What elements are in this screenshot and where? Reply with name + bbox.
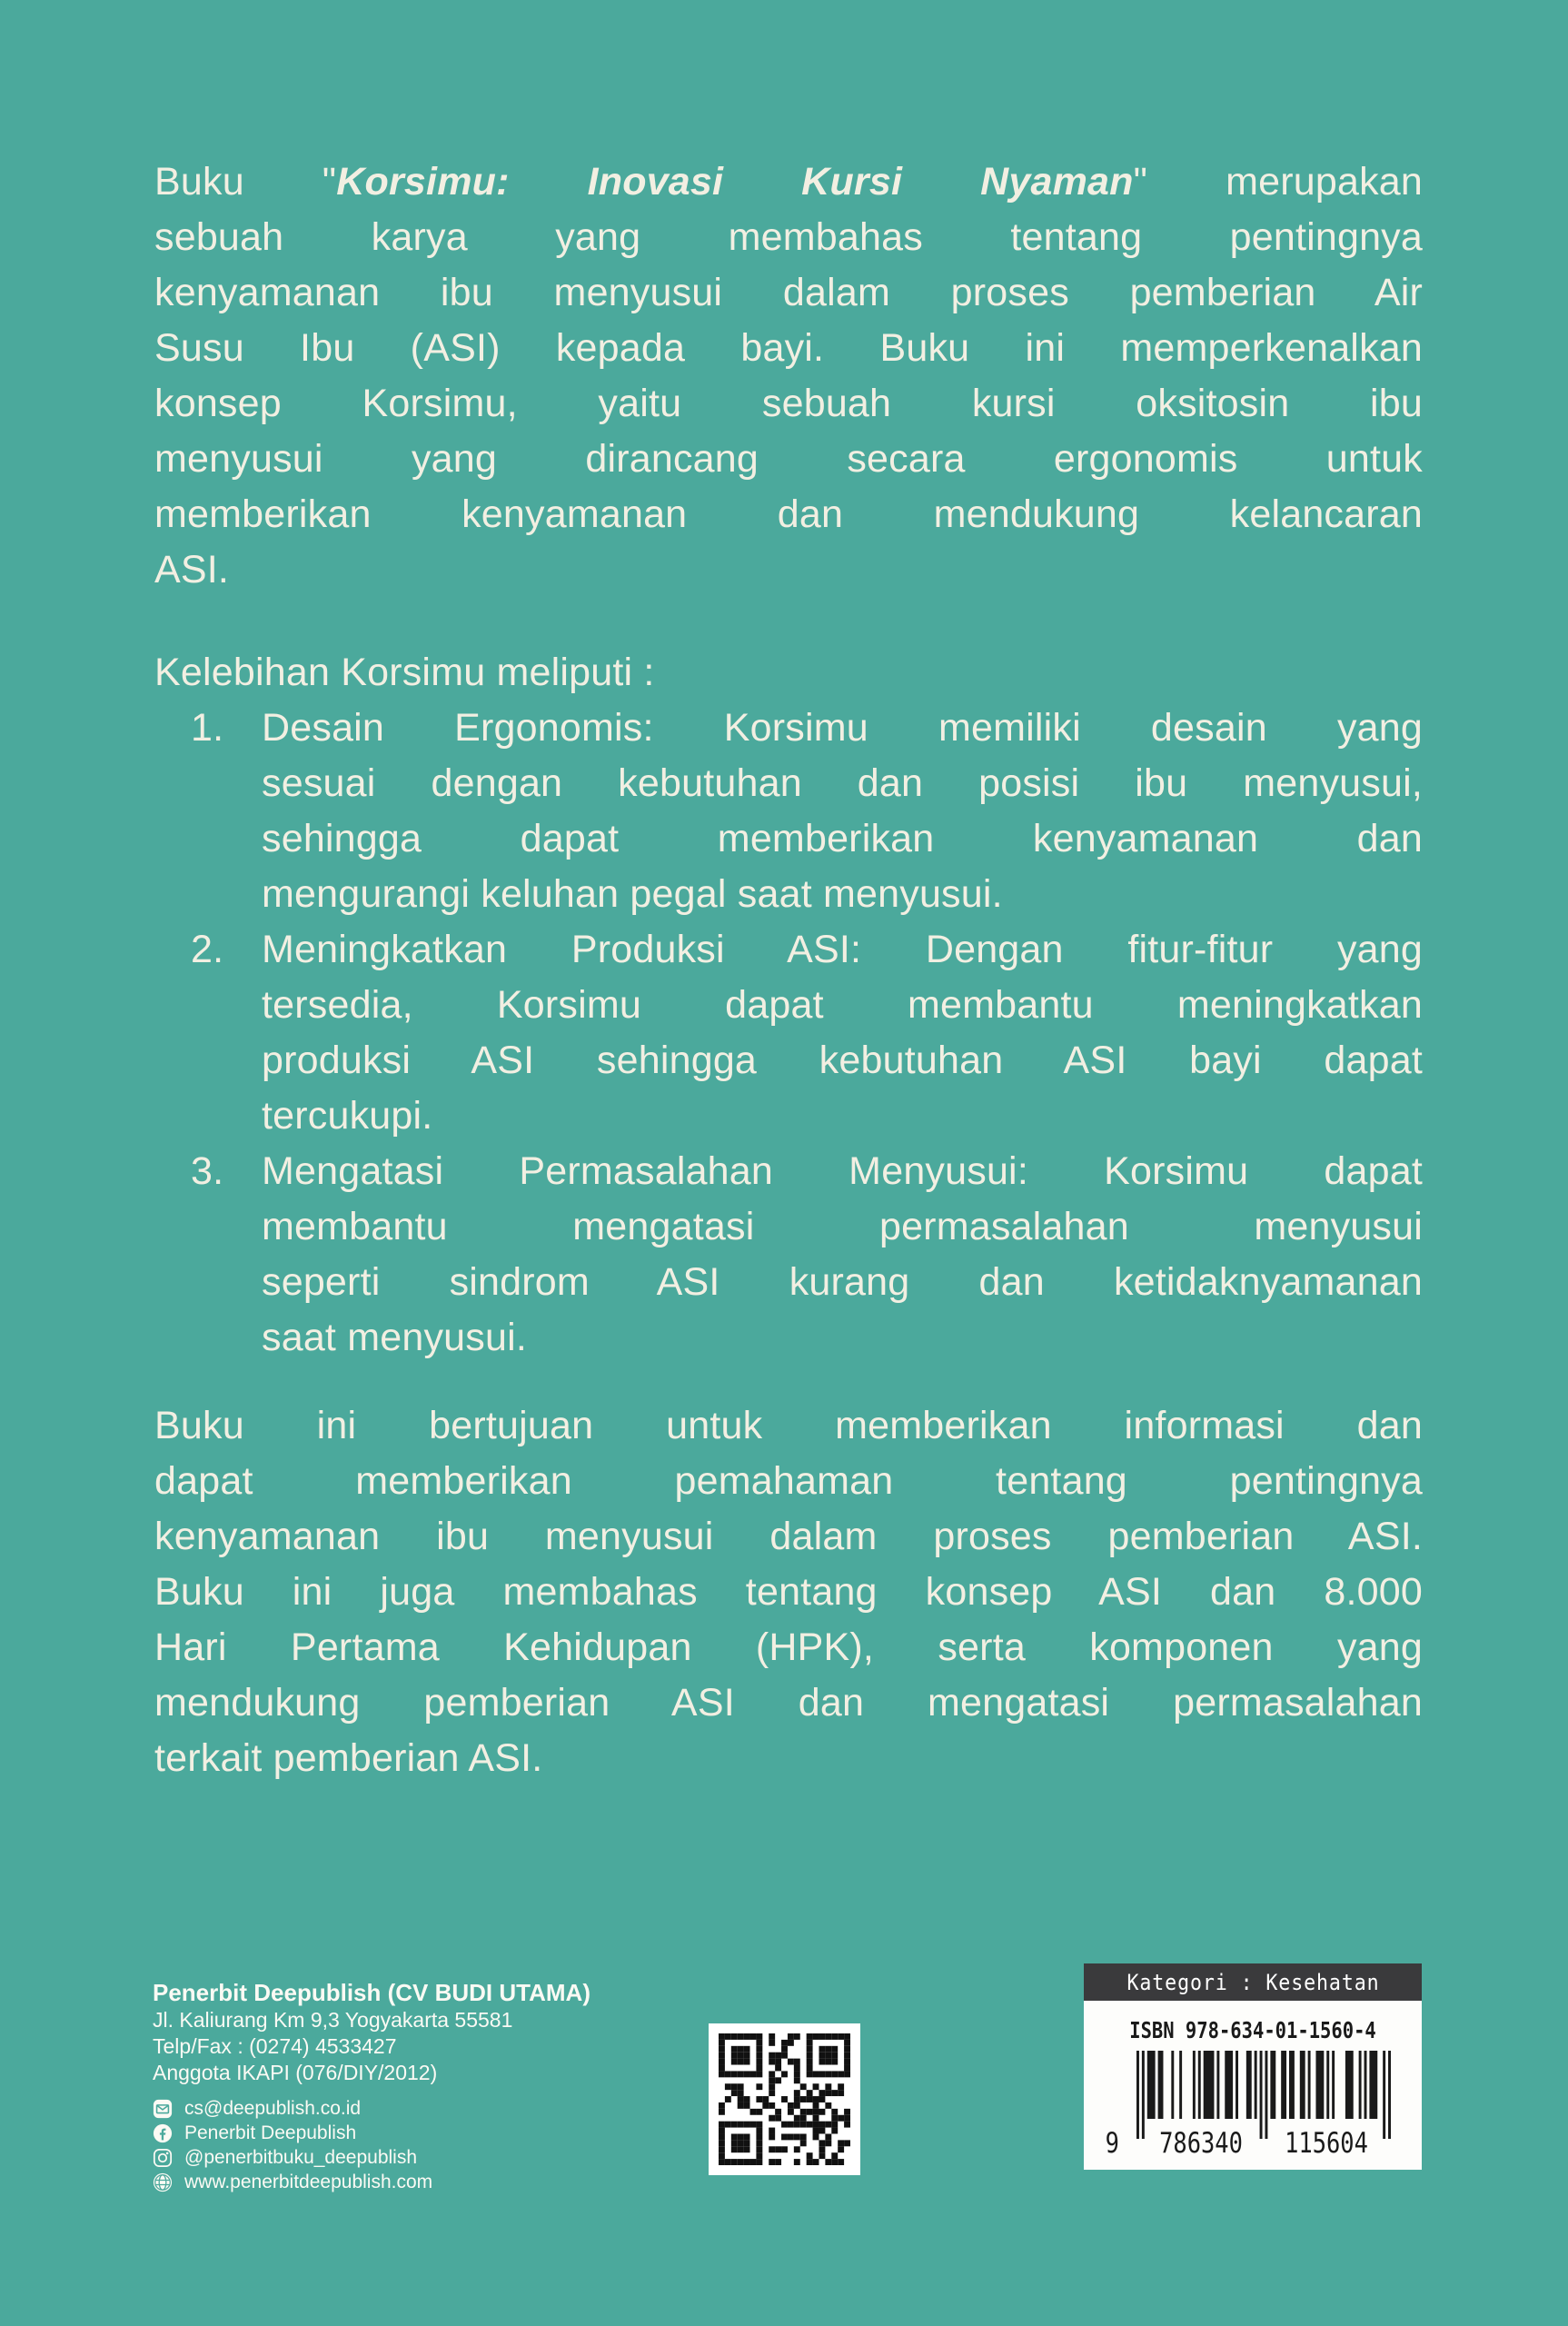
publisher-contacts <box>153 2096 590 2194</box>
text-line: memberikan kenyamanan dan mendukung kelancaran <box>154 492 1423 536</box>
barcode-bars <box>1136 2051 1391 2139</box>
list-item <box>154 701 1423 922</box>
contact-label: cs@deepublish.co.id <box>184 2097 362 2119</box>
text-line: produksi ASI sehingga kebutuhan ASI bayi dapat <box>262 1039 1423 1082</box>
text-line: Desain Ergonomis: Korsimu memiliki desain yang <box>262 706 1423 750</box>
isbn-number-label: ISBN 978-634-01-1560-4 <box>1129 2017 1376 2043</box>
publisher-phone: Telp/Fax : (0274) 4533427 <box>153 2034 397 2058</box>
book-title-inline: Korsimu: Inovasi Kursi Nyaman <box>336 160 1134 204</box>
ean13-barcode <box>1105 2051 1391 2162</box>
facebook-icon <box>153 2123 173 2143</box>
list-item-number: 2. <box>191 928 224 971</box>
text-line: mengurangi keluhan pegal saat menyusui. <box>262 872 1003 916</box>
text-line: terkait pemberian ASI. <box>154 1736 543 1780</box>
qr-code <box>709 2023 860 2175</box>
text-line: tersedia, Korsimu dapat membantu meningkatkan <box>262 983 1423 1027</box>
contact-label: @penerbitbuku_deepublish <box>184 2146 418 2168</box>
isbn-panel <box>1084 1963 1422 2170</box>
text-line: Meningkatkan Produksi ASI: Dengan fitur-fitur yang <box>262 928 1423 971</box>
publisher-block <box>153 1979 590 2194</box>
synopsis-section <box>154 154 1423 1786</box>
intro-prefix: Buku " <box>154 160 337 204</box>
text-line: kenyamanan ibu menyusui dalam proses pemberian Air <box>154 271 1423 314</box>
text-line: sebuah karya yang membahas tentang pentingnya <box>154 215 1423 259</box>
text-line: sesuai dengan kebutuhan dan posisi ibu menyusui, <box>262 761 1423 805</box>
list-item <box>154 1144 1423 1366</box>
text-line: kenyamanan ibu menyusui dalam proses pemberian ASI. <box>154 1515 1423 1558</box>
category-bar <box>1084 1963 1422 2001</box>
intro-paragraph <box>154 154 1423 598</box>
text-line: ASI. <box>154 548 230 591</box>
text-line: tercukupi. <box>262 1094 433 1138</box>
barcode-digit-group: 9 <box>1105 2127 1119 2160</box>
text-line: Mengatasi Permasalahan Menyusui: Korsimu dapat <box>262 1149 1423 1193</box>
text-line: saat menyusui. <box>262 1316 528 1359</box>
text-line: menyusui yang dirancang secara ergonomis untuk <box>154 437 1423 481</box>
publisher-address: Jl. Kaliurang Km 9,3 Yogyakarta 55581 <box>153 2008 513 2032</box>
text-line: Buku ini bertujuan untuk memberikan informasi dan <box>154 1404 1423 1447</box>
instagram-icon <box>153 2148 173 2168</box>
contact-row <box>153 2170 590 2194</box>
globe-icon <box>153 2172 173 2192</box>
contact-row <box>153 2145 590 2170</box>
list-item-number: 3. <box>191 1149 224 1193</box>
intro-suffix: " merupakan <box>1133 160 1423 204</box>
contact-row <box>153 2121 590 2145</box>
category-label: Kategori : Kesehatan <box>1126 1969 1380 1995</box>
text-line: dapat memberikan pemahaman tentang pentingnya <box>154 1459 1423 1503</box>
email-icon <box>153 2099 173 2119</box>
list-item <box>154 922 1423 1144</box>
contact-row <box>153 2096 590 2121</box>
text-line: konsep Korsimu, yaitu sebuah kursi oksitosin ibu <box>154 382 1423 425</box>
text-line: Susu Ibu (ASI) kepada bayi. Buku ini memperkenalkan <box>154 326 1423 370</box>
publisher-membership: Anggota IKAPI (076/DIY/2012) <box>153 2061 438 2084</box>
list-item-number: 1. <box>191 706 224 750</box>
contact-label: Penerbit Deepublish <box>184 2122 357 2143</box>
qr-code-pattern <box>719 2033 850 2165</box>
text-line: mendukung pemberian ASI dan mengatasi permasalahan <box>154 1681 1423 1725</box>
text-line: Buku ini juga membahas tentang konsep ASI dan 8.000 <box>154 1570 1423 1614</box>
text-line: seperti sindrom ASI kurang dan ketidaknyamanan <box>262 1260 1423 1304</box>
text-line <box>154 154 1423 210</box>
list-heading: Kelebihan Korsimu meliputi : <box>154 651 655 694</box>
closing-paragraph <box>154 1398 1423 1786</box>
barcode-digit-group: 115604 <box>1285 2127 1368 2160</box>
publisher-name: Penerbit Deepublish (CV BUDI UTAMA) <box>153 1979 590 2006</box>
advantages-list <box>154 701 1423 1366</box>
barcode-digit-group: 786340 <box>1159 2127 1243 2160</box>
text-line: sehingga dapat memberikan kenyamanan dan <box>262 817 1423 860</box>
text-line: Hari Pertama Kehidupan (HPK), serta komponen yang <box>154 1625 1423 1669</box>
text-line: membantu mengatasi permasalahan menyusui <box>262 1205 1423 1248</box>
contact-label: www.penerbitdeepublish.com <box>184 2171 433 2192</box>
